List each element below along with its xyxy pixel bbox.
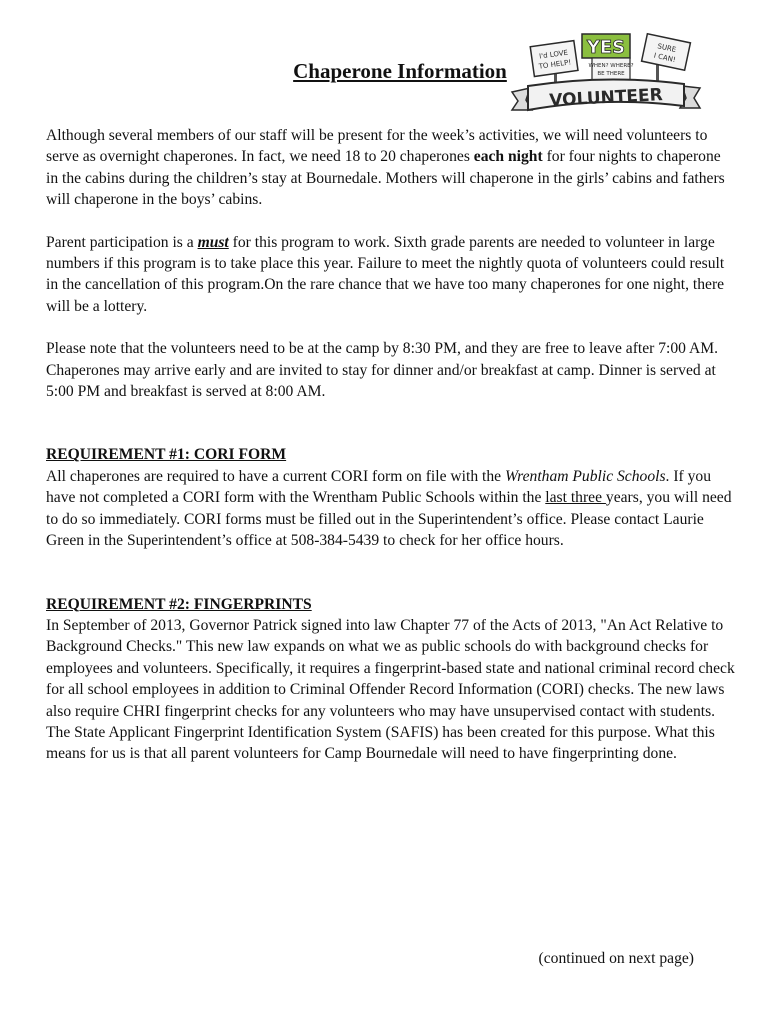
volunteer-logo (506, 30, 706, 122)
document-body (46, 125, 736, 765)
logo-sign-left-text: I'd LOVE (538, 48, 569, 61)
paragraph-parent-participation: Parent participation is a must for this program to work. Sixth grade parents are needed to volunteer in large numbers if this program is to take place this year. Failure to meet the nightly quota of volunteers could result in the cancellation of this program.On the rare chance that we have too many chaperones for one night, there will be a lottery. (46, 233, 725, 315)
svg-text:I CAN!: I CAN! (653, 51, 677, 65)
svg-text:BE THERE: BE THERE (597, 71, 625, 77)
emphasis-each-night: each night (473, 148, 543, 166)
svg-text:SURE: SURE (656, 42, 677, 54)
requirement-2-text: In September of 2013, Governor Patrick signed into law Chapter 77 of the Acts of 2013, "An Act Relative to Background Checks." This new law expands on what we as public schools do with background checks for employees and volunteers. Specifically, it requires a fingerprint-based state and national criminal record check for all school employees in addition to Criminal Offender Record Information (CORI) checks. The new laws also require CHRI fingerprint checks for any volunteers who may have unsupervised contact with students. The State Applicant Fingerprint Identification System (SAFIS) has been created for this purpose. What this means for us is that all parent volunteers for Camp Bournedale will need to have fingerprinting done. (46, 616, 735, 763)
logo-banner-text: VOLUNTEER (548, 85, 664, 111)
requirement-1-text: All chaperones are required to have a current CORI form on file with the Wrentham Public Schools. If you have not completed a CORI form with the Wrentham Public Schools within the last three years, you will need to do so immediately. CORI forms must be filled out in the Superintendent’s office. Please contact Laurie Green in the Superintendent’s office at 508-384-5439 to check for her office hours. (46, 467, 732, 550)
continued-note: (continued on next page) (538, 950, 694, 967)
requirement-2-heading: REQUIREMENT #2: FINGERPRINTS (46, 595, 312, 613)
logo-sign-yes-text: YES (586, 37, 626, 58)
paragraph-schedule: Please note that the volunteers need to be at the camp by 8:30 PM, and they are free to leave after 7:00 AM. Chaperones may arrive early and are invited to stay for dinner and/or breakfast at camp. Dinner is served at 5:00 PM and breakfast is served at 8:00 AM. (46, 340, 719, 401)
paragraph-volunteers-needed: Although several members of our staff will be present for the week’s activities, we will need volunteers to serve as overnight chaperones. In fact, we need 18 to 20 chaperones each night for four nights to chaperone in the cabins during the children’s stay at Bournedale. Mothers will chaperone in the girls’ cabins and fathers will chaperone in the boys’ cabins. (46, 127, 725, 209)
requirement-1-heading: REQUIREMENT #1: CORI FORM (46, 446, 287, 464)
svg-text:WHEN? WHERE?: WHEN? WHERE? (588, 63, 634, 69)
page-title: Chaperone Information (293, 59, 507, 83)
svg-text:TO HELP!: TO HELP! (538, 58, 572, 71)
emphasis-must: must (197, 233, 229, 251)
